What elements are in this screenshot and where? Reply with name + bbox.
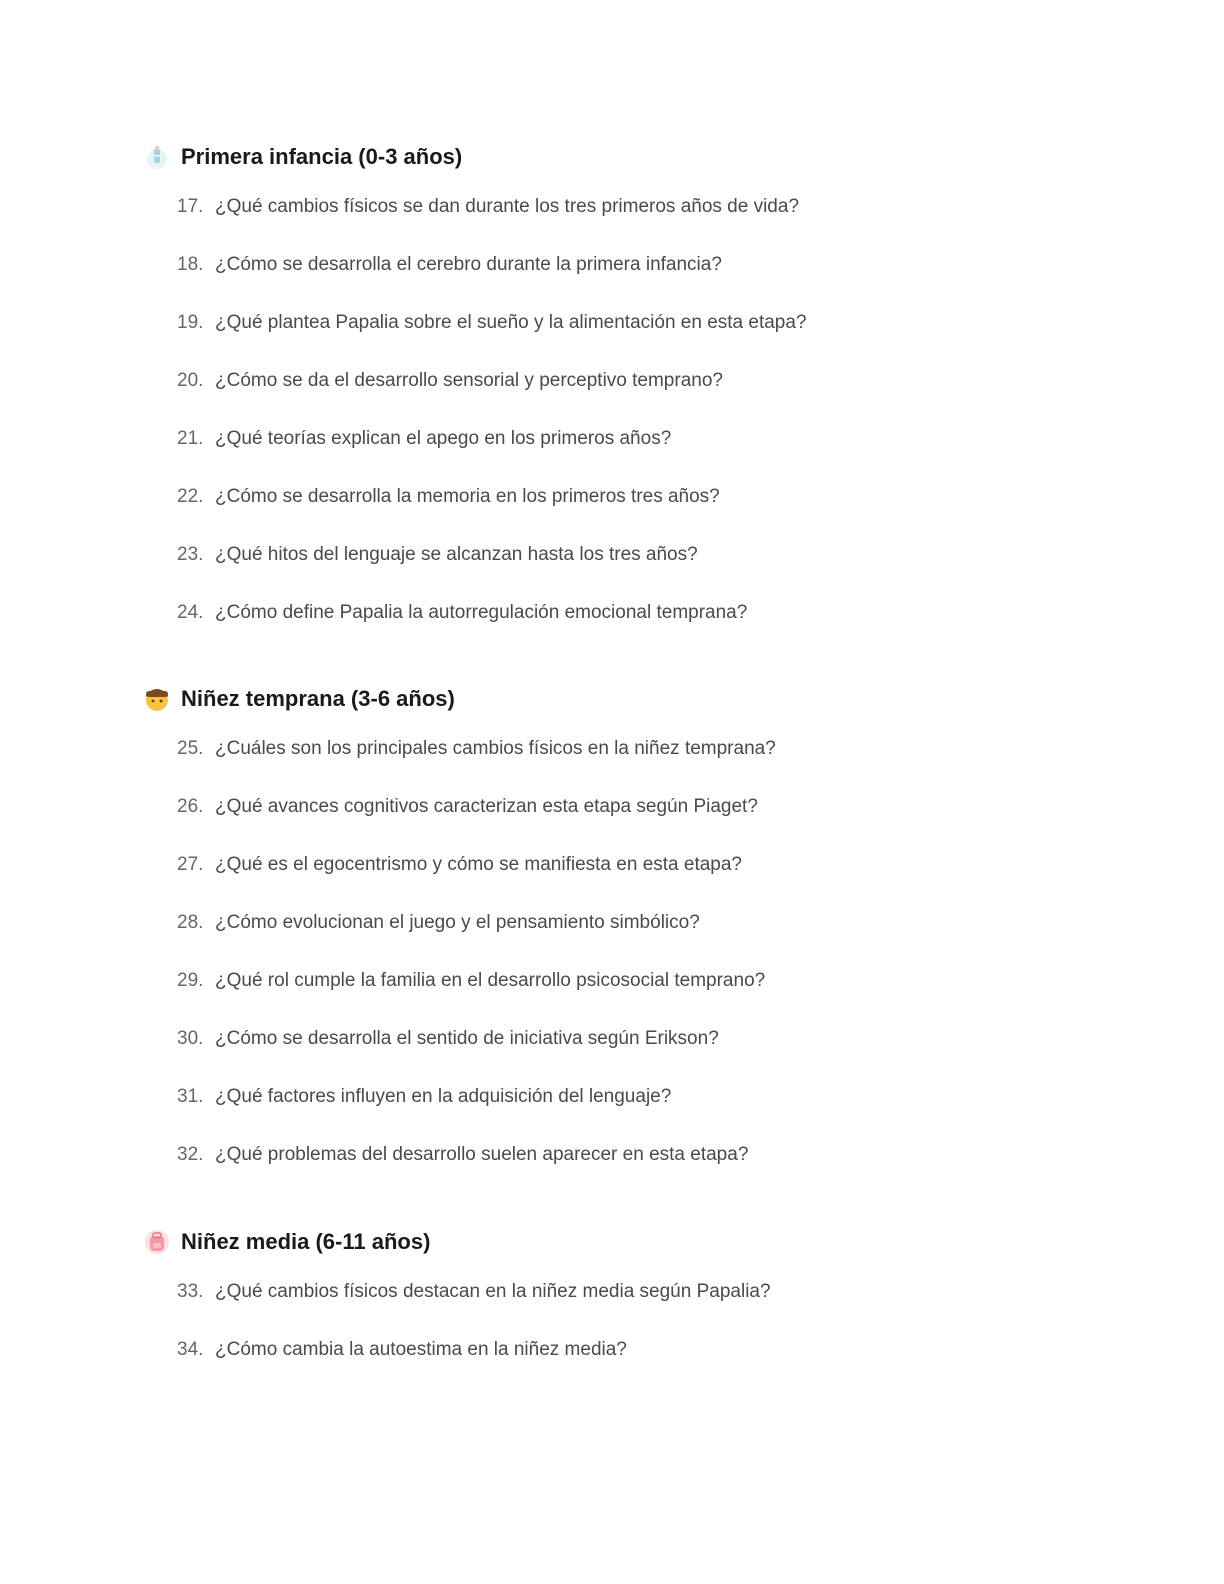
list-item xyxy=(177,428,943,486)
list-item xyxy=(177,196,943,254)
question-number: 20. xyxy=(177,370,204,391)
question-number: 32. xyxy=(177,1144,204,1165)
section-heading xyxy=(143,1223,943,1261)
list-item xyxy=(177,1144,943,1202)
child-icon xyxy=(143,685,171,713)
question-text: ¿Cómo se da el desarrollo sensorial y perceptivo temprano? xyxy=(215,370,723,391)
baby-bottle-icon xyxy=(143,143,171,171)
question-text: ¿Qué es el egocentrismo y cómo se manifiesta en esta etapa? xyxy=(215,854,742,875)
section-heading xyxy=(143,680,943,718)
list-item xyxy=(177,370,943,428)
question-text: ¿Cuáles son los principales cambios físicos en la niñez temprana? xyxy=(215,738,776,759)
question-text: ¿Qué cambios físicos se dan durante los tres primeros años de vida? xyxy=(215,196,800,217)
question-text: ¿Qué problemas del desarrollo suelen aparecer en esta etapa? xyxy=(215,1144,749,1165)
question-number: 27. xyxy=(177,854,204,875)
list-item xyxy=(177,854,943,912)
question-text: ¿Qué hitos del lenguaje se alcanzan hasta los tres años? xyxy=(215,544,698,565)
section-title: Niñez temprana (3-6 años) xyxy=(181,686,455,711)
question-number: 23. xyxy=(177,544,204,565)
question-text: ¿Qué cambios físicos destacan en la niñez media según Papalia? xyxy=(215,1281,771,1302)
question-text: ¿Qué teorías explican el apego en los primeros años? xyxy=(215,428,672,449)
question-number: 22. xyxy=(177,486,204,507)
section-heading xyxy=(143,138,943,176)
question-number: 19. xyxy=(177,312,204,333)
question-number: 21. xyxy=(177,428,204,449)
question-text: ¿Qué factores influyen en la adquisición del lenguaje? xyxy=(215,1086,672,1107)
list-item xyxy=(177,1086,943,1144)
section-title: Primera infancia (0-3 años) xyxy=(181,144,463,169)
list-item xyxy=(177,796,943,854)
question-text: ¿Cómo define Papalia la autorregulación emocional temprana? xyxy=(215,602,748,623)
question-number: 28. xyxy=(177,912,204,933)
question-list xyxy=(143,196,943,660)
question-text: ¿Cómo cambia la autoestima en la niñez media? xyxy=(215,1339,627,1360)
question-text: ¿Cómo se desarrolla el cerebro durante la primera infancia? xyxy=(215,254,722,275)
question-number: 17. xyxy=(177,196,204,217)
list-item xyxy=(177,1339,943,1397)
section-ninez-temprana xyxy=(143,680,943,1202)
question-number: 24. xyxy=(177,602,204,623)
question-list xyxy=(143,1281,943,1397)
section-ninez-media xyxy=(143,1223,943,1397)
question-text: ¿Qué plantea Papalia sobre el sueño y la alimentación en esta etapa? xyxy=(215,312,807,333)
backpack-icon xyxy=(143,1228,171,1256)
section-primera-infancia xyxy=(143,138,943,660)
list-item xyxy=(177,1281,943,1339)
question-number: 26. xyxy=(177,796,204,817)
section-title: Niñez media (6-11 años) xyxy=(181,1229,431,1254)
question-text: ¿Qué rol cumple la familia en el desarrollo psicosocial temprano? xyxy=(215,970,766,991)
list-item xyxy=(177,544,943,602)
list-item xyxy=(177,1028,943,1086)
list-item xyxy=(177,738,943,796)
question-number: 33. xyxy=(177,1281,204,1302)
question-number: 29. xyxy=(177,970,204,991)
list-item xyxy=(177,312,943,370)
question-text: ¿Cómo evolucionan el juego y el pensamiento simbólico? xyxy=(215,912,700,933)
question-number: 30. xyxy=(177,1028,204,1049)
question-number: 31. xyxy=(177,1086,204,1107)
list-item xyxy=(177,602,943,660)
question-number: 34. xyxy=(177,1339,204,1360)
question-number: 25. xyxy=(177,738,204,759)
list-item xyxy=(177,912,943,970)
question-text: ¿Cómo se desarrolla el sentido de iniciativa según Erikson? xyxy=(215,1028,719,1049)
list-item xyxy=(177,486,943,544)
list-item xyxy=(177,254,943,312)
list-item xyxy=(177,970,943,1028)
question-list xyxy=(143,738,943,1202)
question-text: ¿Cómo se desarrolla la memoria en los primeros tres años? xyxy=(215,486,720,507)
question-number: 18. xyxy=(177,254,204,275)
question-text: ¿Qué avances cognitivos caracterizan esta etapa según Piaget? xyxy=(215,796,758,817)
